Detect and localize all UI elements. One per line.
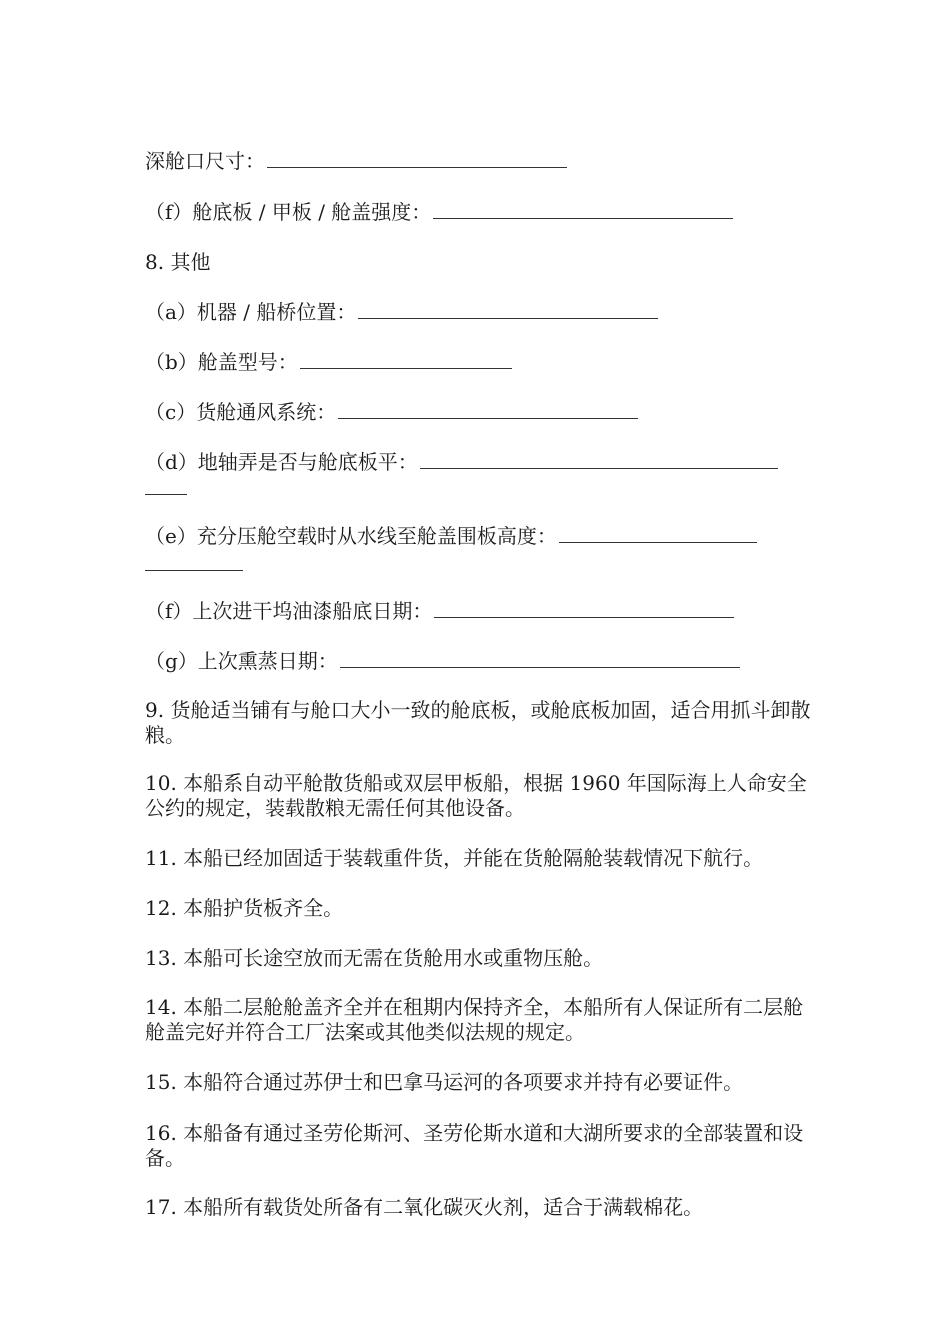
clause-14: 14. 本船二层舱舱盖齐全并在租期内保持齐全，本船所有人保证所有二层舱舱盖完好并符合工厂法案或其他类似法规的规定。 bbox=[145, 995, 804, 1044]
clause-11: 11. 本船已经加固适于装载重件货，并能在货舱隔舱装载情况下航行。 bbox=[145, 846, 764, 870]
deep-hatch-size-field[interactable] bbox=[267, 147, 567, 168]
machinery-position-label: （a）机器 / 船桥位置： bbox=[145, 300, 357, 324]
clause-17: 17. 本船所有载货处所备有二氧化碳灭火剂，适合于满载棉花。 bbox=[145, 1195, 704, 1219]
waterline-height-field-continuation[interactable] bbox=[145, 569, 243, 571]
waterline-height-label: （e）充分压舱空载时从水线至舱盖围板高度： bbox=[145, 524, 557, 548]
strength-field[interactable] bbox=[433, 198, 733, 219]
fumigation-date-label: （g）上次熏蒸日期： bbox=[145, 649, 338, 673]
strength-label: （f）舱底板 / 甲板 / 舱盖强度： bbox=[145, 200, 432, 224]
drydock-date-label: （f）上次进干坞油漆船底日期： bbox=[145, 599, 433, 623]
machinery-position-row bbox=[145, 298, 658, 326]
strength-row bbox=[145, 198, 733, 226]
clause-13: 13. 本船可长途空放而无需在货舱用水或重物压舱。 bbox=[145, 946, 604, 970]
clause-10: 10. 本船系自动平舱散货船或双层甲板船，根据 1960 年国际海上人命安全公约的规定，装载散粮无需任何其他设备。 bbox=[145, 771, 807, 820]
shaft-tunnel-row bbox=[145, 448, 778, 476]
drydock-date-row bbox=[145, 597, 734, 625]
ventilation-row bbox=[145, 398, 638, 426]
deep-hatch-size-row bbox=[145, 147, 567, 175]
ventilation-field[interactable] bbox=[338, 398, 638, 419]
section-8-title: 8. 其他 bbox=[145, 250, 211, 274]
ventilation-label: （c）货舱通风系统： bbox=[145, 400, 337, 424]
waterline-height-field[interactable] bbox=[559, 522, 757, 543]
clause-9: 9. 货舱适当铺有与舱口大小一致的舱底板，或舱底板加固，适合用抓斗卸散粮。 bbox=[145, 698, 811, 747]
hatch-model-row bbox=[145, 348, 512, 376]
shaft-tunnel-field-continuation[interactable] bbox=[145, 493, 187, 495]
fumigation-date-field[interactable] bbox=[340, 647, 740, 668]
clause-12: 12. 本船护货板齐全。 bbox=[145, 896, 344, 920]
machinery-position-field[interactable] bbox=[358, 298, 658, 319]
shaft-tunnel-field[interactable] bbox=[420, 448, 778, 469]
shaft-tunnel-label: （d）地轴弄是否与舱底板平： bbox=[145, 450, 418, 474]
fumigation-date-row bbox=[145, 647, 740, 675]
drydock-date-field[interactable] bbox=[434, 597, 734, 618]
hatch-model-field[interactable] bbox=[300, 348, 512, 369]
hatch-model-label: （b）舱盖型号： bbox=[145, 350, 298, 374]
waterline-height-row bbox=[145, 522, 757, 550]
clause-16: 16. 本船备有通过圣劳伦斯河、圣劳伦斯水道和大湖所要求的全部装置和设备。 bbox=[145, 1121, 804, 1170]
deep-hatch-size-label: 深舱口尺寸： bbox=[145, 149, 265, 173]
clause-15: 15. 本船符合通过苏伊士和巴拿马运河的各项要求并持有必要证件。 bbox=[145, 1070, 744, 1094]
